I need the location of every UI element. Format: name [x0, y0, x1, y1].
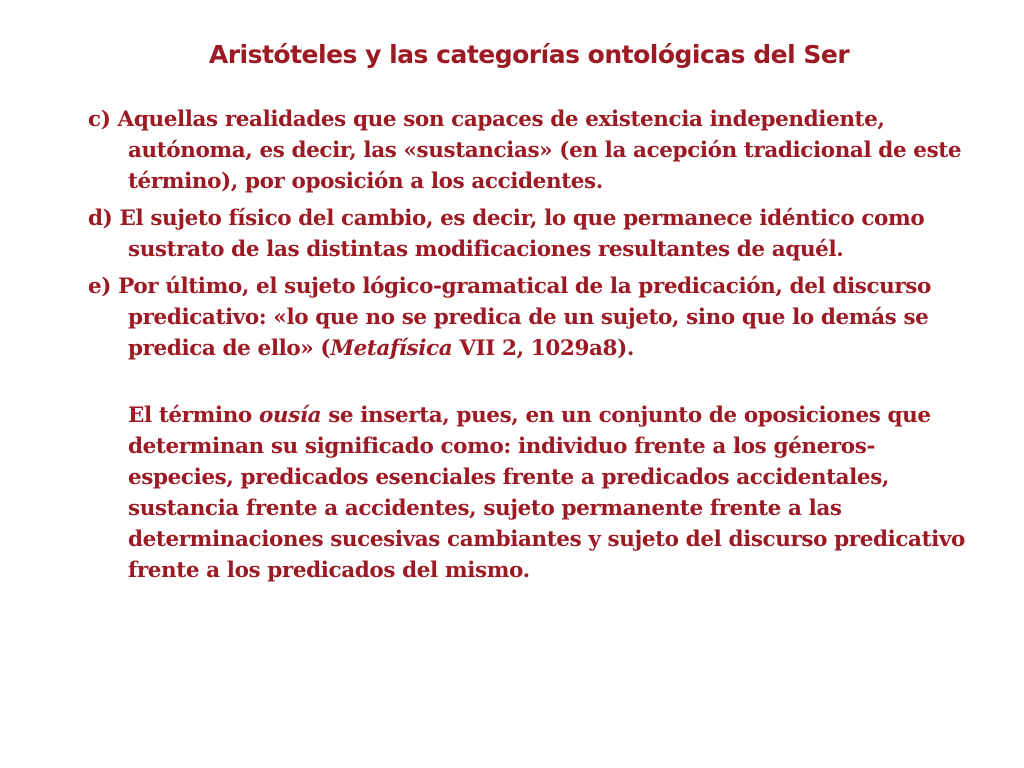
closing-text-start: El término — [128, 403, 259, 428]
slide-title: Aristóteles y las categorías ontológicas del Ser — [208, 40, 850, 69]
closing-text-rest: se inserta, pues, en un conjunto de oposiciones que determinan su significado como: individuo frente a los géneros-especies, predicados esenciales frente a predicados accidentales, sustancia frente a accidentes, sujeto permanente frente a las determinaciones sucesivas cambiantes y sujeto del discurso predicativo frente a los predicados del mismo. — [128, 403, 965, 583]
list-item-c: c) Aquellas realidades que son capaces de existencia independiente, autónoma, es decir, las «sustancias» (en la acepción tradicional de este término), por oposición a los accidentes. — [88, 107, 962, 194]
list-item-d: d) El sujeto físico del cambio, es decir, lo que permanece idéntico como sustrato de las distintas modificaciones resultantes de aquél. — [88, 206, 925, 262]
list-item-e-reference: VII 2, 1029a8). — [452, 336, 634, 361]
list-item-e — [88, 271, 968, 364]
list-item-e-text: e) Por último, el sujeto lógico-gramatical de la predicación, del discurso predicativo: «lo que no se predica de un sujeto, sino que lo demás se predica de ello» ( — [88, 274, 931, 361]
ousia-term: ousía — [258, 403, 322, 428]
metafisica-citation: Metafísica — [330, 336, 453, 361]
closing-paragraph — [88, 400, 968, 586]
slide-body — [88, 104, 968, 586]
